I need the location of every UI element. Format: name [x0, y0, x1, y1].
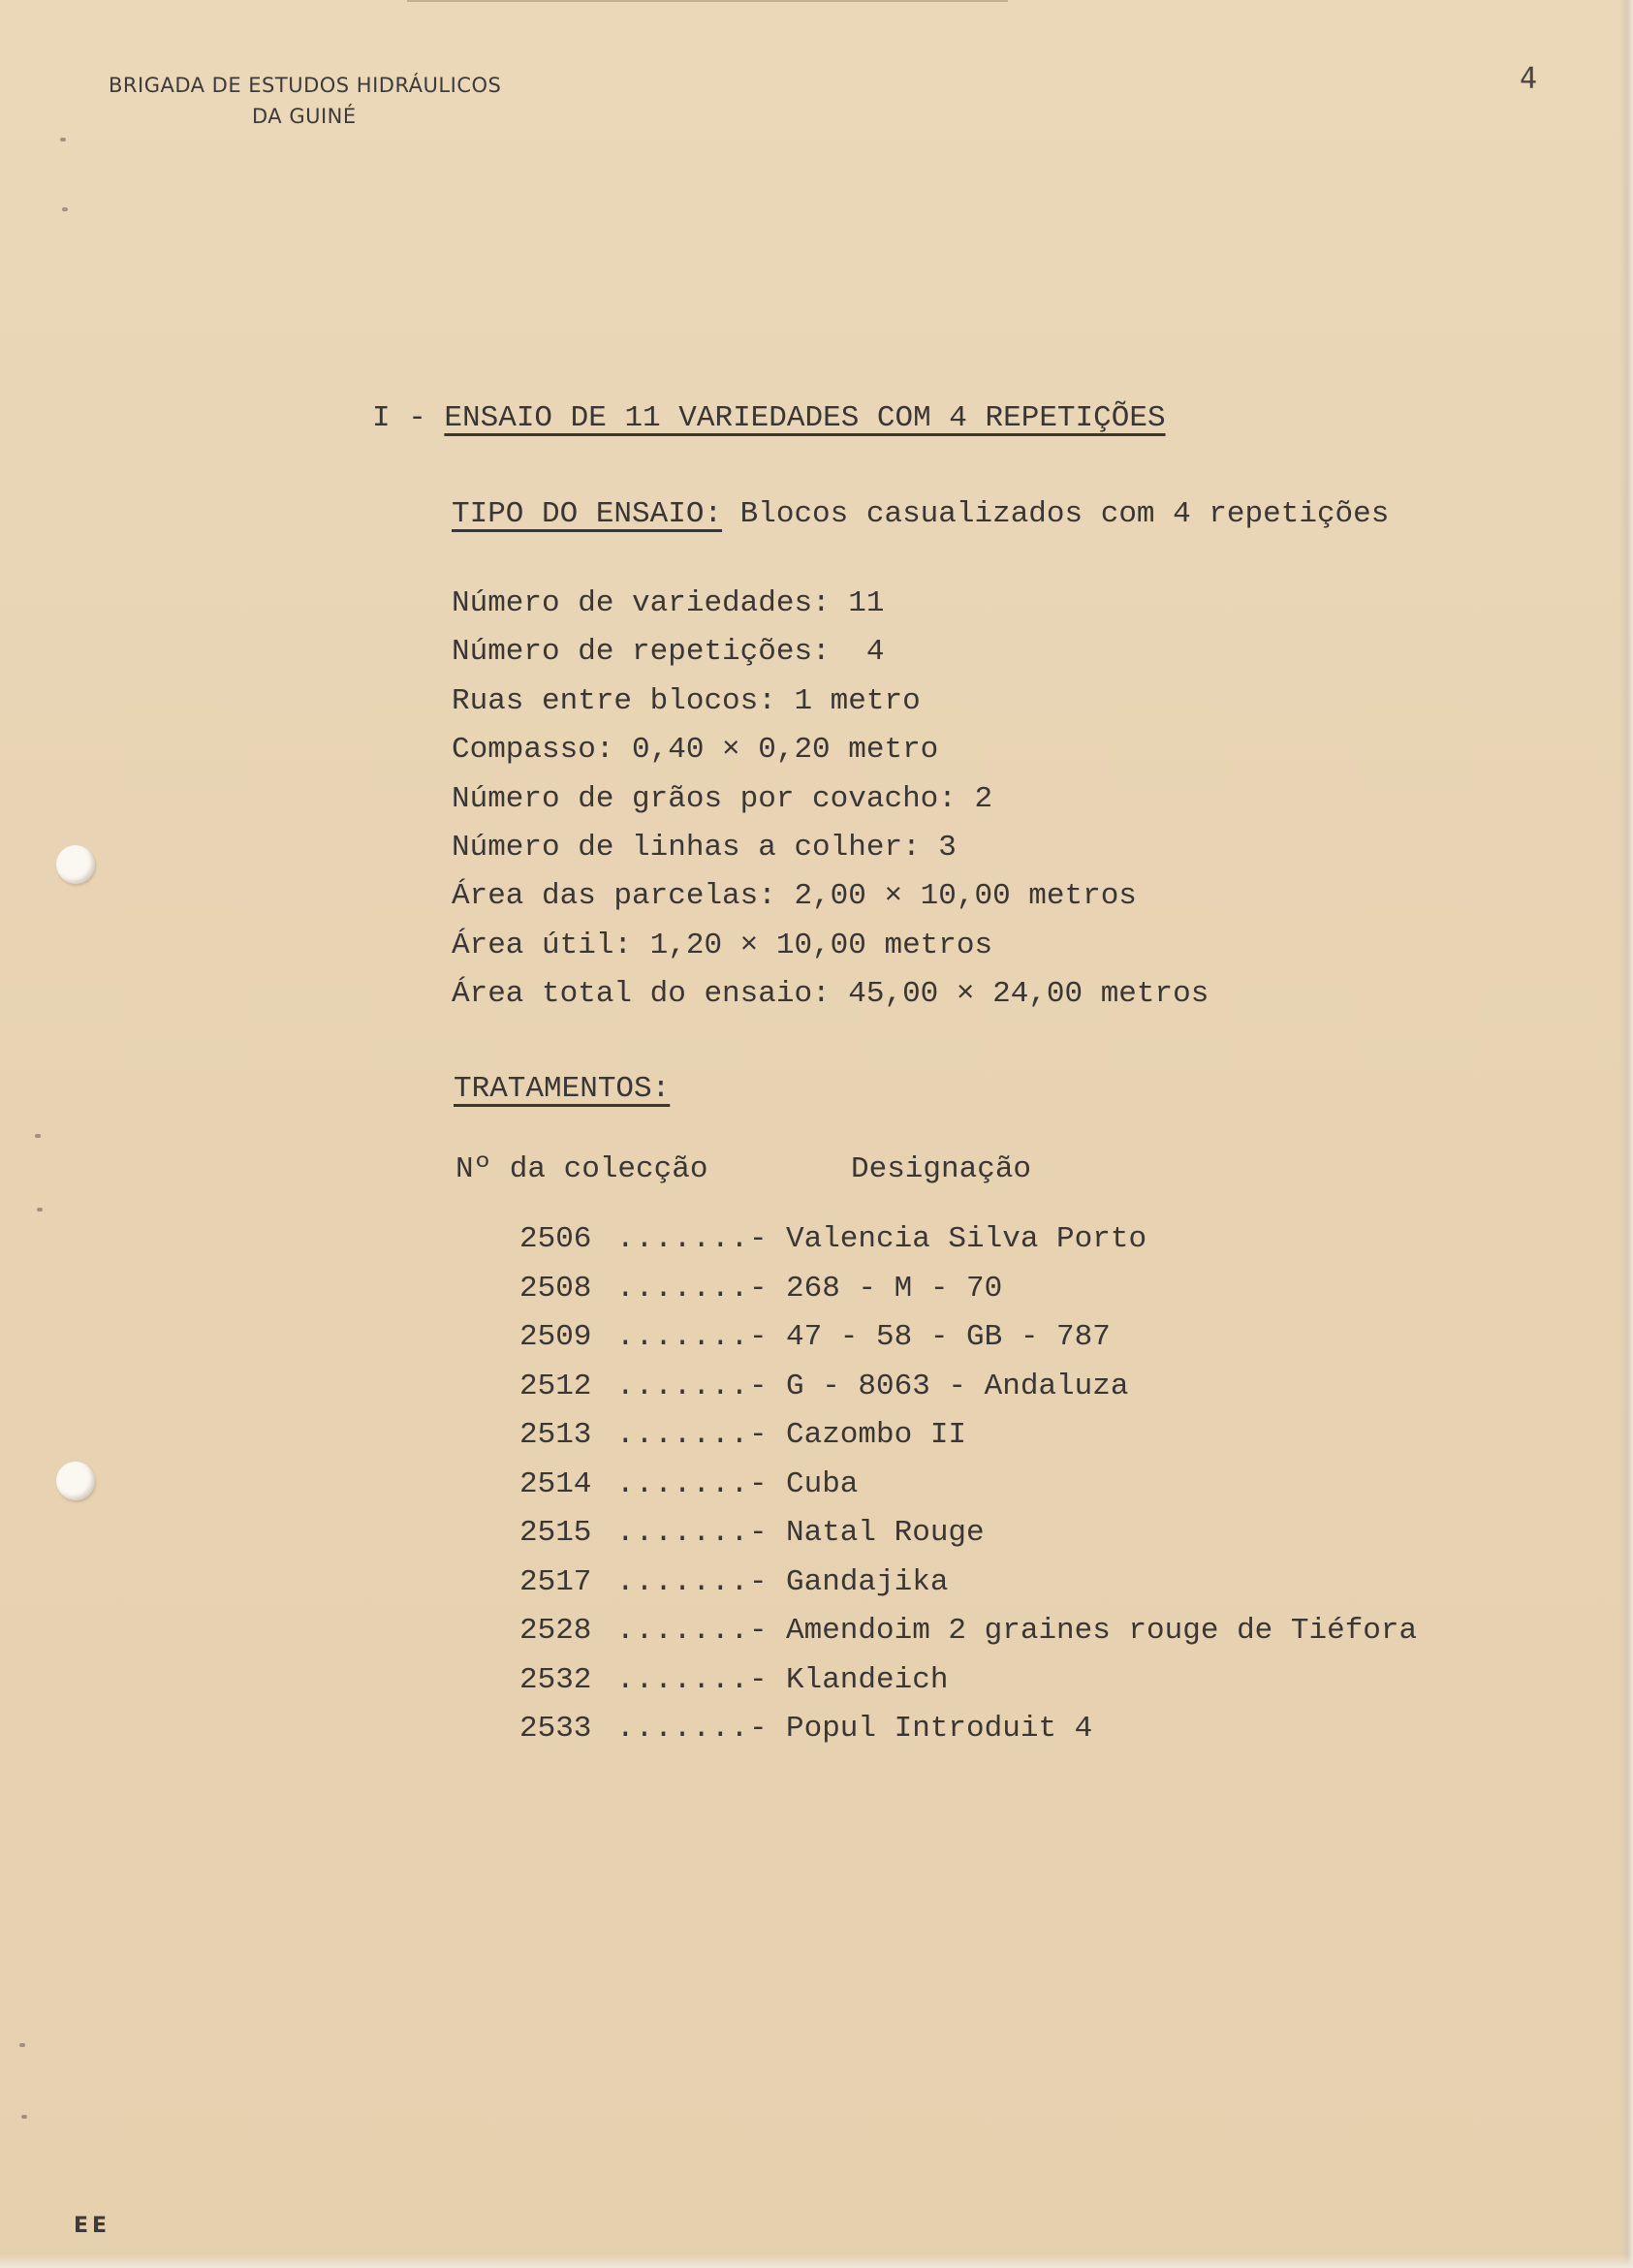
trial-type: [452, 497, 1389, 531]
page-edge-shadow: [1619, 0, 1633, 2268]
parameter-line: Número de variedades: 11: [452, 586, 885, 620]
punch-hole-bottom: [56, 1462, 95, 1500]
scan-edge-line: [407, 0, 1008, 2]
treatment-row: [519, 1265, 1417, 1314]
parameter-line: Compasso: 0,40 × 0,20 metro: [452, 733, 939, 768]
page-number: 4: [1520, 62, 1538, 96]
collection-number: 2512: [519, 1369, 592, 1403]
treatment-row: [519, 1313, 1417, 1363]
leader-dots: .......: [616, 1222, 750, 1256]
treatment-row: [519, 1363, 1417, 1412]
letterhead-line-2: DA GUINÉ: [252, 105, 357, 128]
variety-designation: Popul Introduit 4: [786, 1712, 1093, 1746]
collection-number: 2532: [519, 1662, 592, 1697]
variety-designation: 268 - M - 70: [786, 1271, 1003, 1306]
treatments-heading: [454, 1072, 670, 1106]
speck: [37, 1208, 43, 1212]
collection-number: 2517: [519, 1564, 592, 1599]
trial-parameters: [452, 580, 1209, 1020]
separator-dash: -: [749, 1516, 768, 1550]
section-title: ENSAIO DE 11 VARIEDADES COM 4 REPETIÇÕES: [444, 401, 1166, 435]
collection-number: 2515: [519, 1516, 592, 1550]
collection-number: 2509: [519, 1320, 592, 1354]
treatment-row: [519, 1705, 1417, 1754]
separator-dash: -: [749, 1222, 768, 1256]
separator-dash: -: [749, 1466, 768, 1501]
trial-type-value: Blocos casualizados com 4 repetições: [722, 497, 1390, 531]
separator-dash: -: [749, 1418, 768, 1452]
column-header-number: Nº da colecção: [455, 1152, 708, 1186]
treatment-row: [519, 1559, 1417, 1608]
leader-dots: .......: [616, 1712, 750, 1746]
section-heading: [372, 401, 1166, 435]
separator-dash: -: [749, 1662, 768, 1697]
collection-number: 2513: [519, 1418, 592, 1452]
leader-dots: .......: [616, 1369, 750, 1403]
leader-dots: .......: [616, 1320, 750, 1354]
leader-dots: .......: [616, 1516, 750, 1550]
treatments-label: TRATAMENTOS:: [454, 1072, 671, 1106]
leader-dots: .......: [616, 1271, 750, 1306]
speck: [35, 1134, 41, 1138]
variety-designation: Klandeich: [786, 1662, 949, 1697]
collection-number: 2528: [519, 1614, 592, 1648]
separator-dash: -: [749, 1271, 768, 1306]
treatment-row: [519, 1607, 1417, 1656]
letterhead-line-1: BRIGADA DE ESTUDOS HIDRÁULICOS: [109, 74, 502, 97]
separator-dash: -: [749, 1614, 768, 1648]
collection-number: 2514: [519, 1466, 592, 1501]
variety-designation: Natal Rouge: [786, 1516, 985, 1550]
collection-number: 2508: [519, 1271, 592, 1306]
leader-dots: .......: [616, 1614, 750, 1648]
punch-hole-top: [56, 845, 95, 884]
parameter-line: Ruas entre blocos: 1 metro: [452, 683, 921, 718]
leader-dots: .......: [616, 1662, 750, 1697]
footer-mark: EE: [74, 2214, 111, 2238]
letterhead: [109, 70, 501, 132]
variety-designation: G - 8063 - Andaluza: [786, 1369, 1129, 1403]
parameter-line: Número de grãos por covacho: 2: [452, 781, 993, 816]
separator-dash: -: [749, 1564, 768, 1599]
leader-dots: .......: [616, 1466, 750, 1501]
parameter-line: Área total do ensaio: 45,00 × 24,00 metros: [452, 977, 1209, 1012]
variety-designation: Valencia Silva Porto: [786, 1222, 1147, 1256]
treatments-list: [519, 1215, 1417, 1754]
treatment-row: [519, 1461, 1417, 1510]
treatment-row: [519, 1411, 1417, 1461]
variety-designation: Cuba: [786, 1466, 859, 1501]
variety-designation: 47 - 58 - GB - 787: [786, 1320, 1111, 1354]
parameter-line: Área útil: 1,20 × 10,00 metros: [452, 928, 993, 962]
speck: [19, 2043, 25, 2047]
variety-designation: Cazombo II: [786, 1418, 967, 1452]
separator-dash: -: [749, 1320, 768, 1354]
separator-dash: -: [749, 1369, 768, 1403]
variety-designation: Gandajika: [786, 1564, 949, 1599]
treatment-row: [519, 1656, 1417, 1706]
speck: [62, 207, 68, 211]
speck: [60, 138, 66, 142]
variety-designation: Amendoim 2 graines rouge de Tiéfora: [786, 1614, 1418, 1648]
column-header-designation: Designação: [851, 1152, 1032, 1186]
parameter-line: Número de linhas a colher: 3: [452, 830, 957, 865]
treatment-row: [519, 1215, 1417, 1265]
trial-type-label: TIPO DO ENSAIO:: [452, 497, 723, 531]
collection-number: 2533: [519, 1712, 592, 1746]
separator-dash: -: [749, 1712, 768, 1746]
leader-dots: .......: [616, 1418, 750, 1452]
treatment-row: [519, 1509, 1417, 1559]
leader-dots: .......: [616, 1564, 750, 1599]
parameter-line: Número de repetições: 4: [452, 635, 885, 670]
page-bottom-shadow: [0, 2254, 1633, 2268]
collection-number: 2506: [519, 1222, 592, 1256]
parameter-line: Área das parcelas: 2,00 × 10,00 metros: [452, 879, 1137, 914]
section-number: I -: [372, 401, 445, 435]
speck: [21, 2115, 27, 2119]
